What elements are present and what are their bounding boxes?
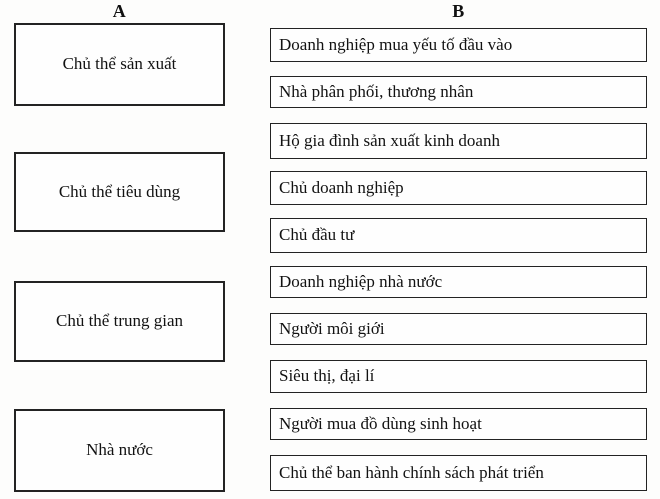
box-label: Chủ đầu tư (279, 225, 355, 245)
box-label: Siêu thị, đại lí (279, 366, 375, 386)
box-label: Hộ gia đình sản xuất kinh doanh (279, 130, 500, 150)
column-a-box-chu-the-tieu-dung (14, 152, 225, 232)
column-a-box-chu-the-trung-gian (14, 281, 225, 362)
column-b-box-6 (270, 266, 647, 298)
box-label: Nhà nước (86, 440, 153, 460)
box-label: Doanh nghiệp mua yếu tố đầu vào (279, 34, 513, 54)
column-a-header: A (112, 1, 127, 21)
column-b-box-4 (270, 171, 647, 205)
box-label: Chủ thể ban hành chính sách phát triển (279, 462, 544, 482)
box-label: Doanh nghiệp nhà nước (279, 271, 443, 291)
box-label: Chủ thể tiêu dùng (58, 181, 181, 201)
column-b-box-9 (270, 408, 647, 440)
column-b-box-3 (270, 123, 647, 159)
column-a-box-nha-nuoc (14, 409, 225, 492)
column-b-box-2 (270, 76, 647, 108)
box-label: Người mua đồ dùng sinh hoạt (279, 413, 482, 433)
column-b-box-7 (270, 313, 647, 345)
box-label: Chủ thể trung gian (55, 311, 183, 331)
column-b-box-5 (270, 218, 647, 253)
box-label: Chủ doanh nghiệp (279, 177, 404, 197)
box-label: Nhà phân phối, thương nhân (279, 81, 474, 101)
column-b-box-10 (270, 455, 647, 491)
column-b-box-8 (270, 360, 647, 393)
column-b-box-1 (270, 28, 647, 62)
column-a-box-chu-the-san-xuat (14, 23, 225, 106)
box-label: Người môi giới (279, 318, 385, 338)
box-label: Chủ thể sản xuất (62, 54, 177, 74)
column-b-header: B (452, 1, 465, 21)
